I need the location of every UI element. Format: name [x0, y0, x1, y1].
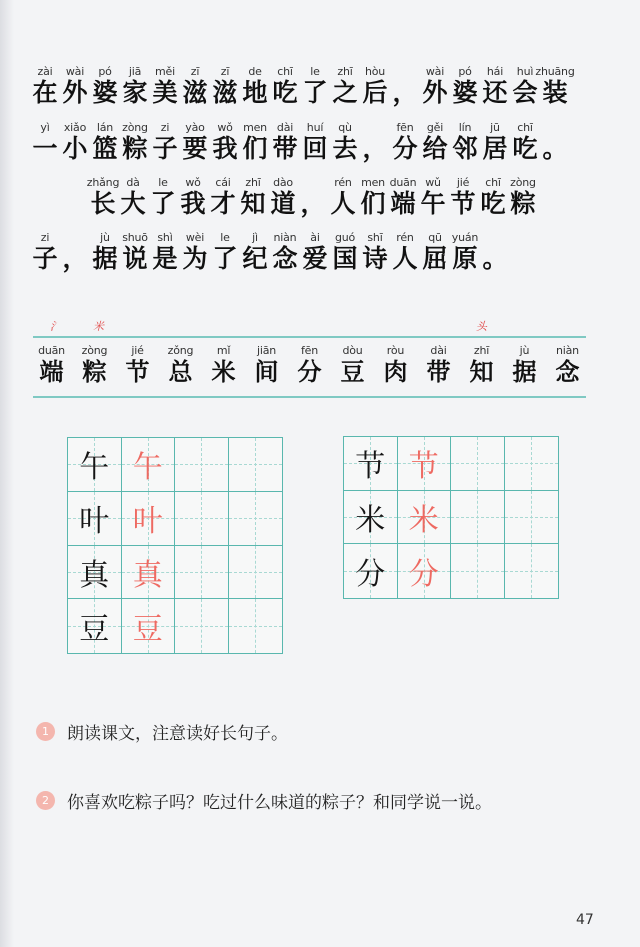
hanzi: 美: [152, 78, 178, 107]
pinyin: fēn: [396, 121, 414, 134]
hanzi: 总: [168, 357, 193, 386]
hanzi: 吃: [272, 78, 298, 107]
word-list-item: [159, 343, 202, 386]
task-2: [36, 788, 492, 813]
pinyin: jiān: [256, 344, 277, 357]
hanzi: 屈: [422, 244, 448, 273]
writing-cell: [505, 544, 559, 598]
ruby-character: [120, 64, 150, 107]
ruby-character: [420, 230, 450, 273]
pinyin: rén: [396, 231, 414, 244]
ruby-character: [450, 230, 480, 273]
hanzi: 。: [542, 134, 568, 163]
ruby-character: [330, 120, 360, 163]
hanzi: 吃: [512, 134, 538, 163]
trace-character: 午: [132, 450, 163, 486]
ruby-character: [150, 64, 180, 107]
hanzi: 外: [62, 78, 88, 107]
ruby-character: [450, 64, 480, 107]
pinyin: ròu: [386, 344, 405, 357]
trace-character: 叶: [132, 504, 163, 540]
word-list: [30, 343, 589, 386]
ruby-character: [480, 120, 510, 163]
hanzi: 据: [512, 357, 537, 386]
writing-cell: [68, 492, 122, 546]
hanzi: 居: [482, 134, 508, 163]
hanzi: 知: [240, 189, 266, 218]
pinyin: shuō: [122, 231, 148, 244]
pinyin: jié: [131, 344, 144, 357]
hanzi: 分: [297, 357, 322, 386]
writing-cell: [451, 491, 505, 545]
text-line-2: [30, 120, 570, 163]
pinyin: gěi: [426, 121, 444, 134]
ruby-character: [60, 120, 90, 163]
pinyin: hái: [486, 65, 504, 78]
ruby-character: [360, 230, 390, 273]
ruby-character: [208, 175, 238, 218]
punctuation: [390, 64, 420, 107]
pinyin: dà: [126, 176, 140, 189]
pinyin: jū: [490, 121, 500, 134]
pinyin: dài: [276, 121, 294, 134]
pinyin: wài: [65, 65, 85, 78]
pinyin: zī: [220, 65, 230, 78]
hanzi: 还: [482, 78, 508, 107]
ruby-character: [120, 120, 150, 163]
hanzi: 粽: [82, 357, 107, 386]
writing-cell: [175, 438, 229, 492]
task-number-badge: 1: [36, 722, 55, 741]
model-character: 分: [355, 557, 386, 593]
pinyin: zòng: [122, 121, 148, 134]
pinyin: huí: [306, 121, 324, 134]
hanzi: 们: [360, 189, 386, 218]
pinyin: jiā: [128, 65, 142, 78]
text-line-4: [30, 230, 510, 273]
hanzi: 道: [270, 189, 296, 218]
pinyin: shì: [157, 231, 173, 244]
ruby-character: [150, 120, 180, 163]
hanzi: 带: [272, 134, 298, 163]
hanzi: 之: [332, 78, 358, 107]
hanzi: 子: [152, 134, 178, 163]
pinyin: dòu: [342, 344, 363, 357]
trace-character: 米: [408, 502, 439, 538]
hanzi: 大: [120, 189, 146, 218]
pinyin: duān: [38, 344, 65, 357]
hanzi: 粽: [122, 134, 148, 163]
hanzi: 小: [62, 134, 88, 163]
pinyin: měi: [155, 65, 175, 78]
writing-cell: [344, 437, 398, 491]
hanzi: 念: [555, 357, 580, 386]
pinyin: lín: [458, 121, 472, 134]
page-number: 47: [576, 912, 594, 928]
ruby-character: [330, 230, 360, 273]
ruby-character: [118, 175, 148, 218]
hanzi: 是: [152, 244, 178, 273]
writing-cell: [68, 599, 122, 653]
pinyin: wǒ: [217, 121, 233, 134]
pinyin: le: [158, 176, 168, 189]
hanzi: 说: [122, 244, 148, 273]
punctuation: [298, 175, 328, 218]
ruby-character: [90, 64, 120, 107]
ruby-character: [450, 120, 480, 163]
writing-grid-right: [343, 436, 559, 599]
ruby-character: [60, 64, 90, 107]
ruby-character: [30, 64, 60, 107]
ruby-character: [240, 64, 270, 107]
hanzi: 人: [330, 189, 356, 218]
word-list-item: [503, 343, 546, 386]
punctuation: [60, 230, 90, 273]
model-character: 午: [79, 450, 110, 486]
pinyin: wǒ: [185, 176, 201, 189]
word-list-item: [73, 343, 116, 386]
writing-cell: [344, 491, 398, 545]
pinyin: zī: [190, 65, 200, 78]
text-line-3: [88, 175, 538, 218]
trace-character: 真: [132, 557, 163, 593]
hanzi: ，: [300, 189, 326, 218]
pinyin: yào: [185, 121, 205, 134]
pinyin: chī: [485, 176, 501, 189]
writing-cell: [229, 599, 283, 653]
word-list-item: [245, 343, 288, 386]
writing-cell: [344, 544, 398, 598]
ruby-character: [240, 230, 270, 273]
ruby-character: [448, 175, 478, 218]
word-list-item: [374, 343, 417, 386]
hanzi: 邻: [452, 134, 478, 163]
hanzi: 粽: [510, 189, 536, 218]
pinyin: jù: [519, 344, 530, 357]
pinyin: qū: [428, 231, 442, 244]
writing-cell: [398, 544, 452, 598]
task-number-badge: 2: [36, 791, 55, 810]
hanzi: 原: [452, 244, 478, 273]
hanzi: 为: [182, 244, 208, 273]
ruby-character: [210, 230, 240, 273]
ruby-character: [478, 175, 508, 218]
pinyin: pó: [458, 65, 472, 78]
ruby-character: [120, 230, 150, 273]
hanzi: 婆: [452, 78, 478, 107]
pinyin: jié: [456, 176, 470, 189]
hanzi: 了: [150, 189, 176, 218]
stroke-hint-mark: 米: [93, 320, 104, 333]
ruby-character: [328, 175, 358, 218]
hanzi: 。: [482, 244, 508, 273]
pinyin: ài: [310, 231, 320, 244]
ruby-character: [148, 175, 178, 218]
hanzi: ，: [62, 244, 88, 273]
hanzi: 了: [302, 78, 328, 107]
ruby-character: [358, 175, 388, 218]
writing-cell: [122, 438, 176, 492]
pinyin: lán: [96, 121, 114, 134]
trace-character: 分: [408, 557, 439, 593]
writing-grid-left: [67, 437, 283, 654]
writing-cell: [175, 546, 229, 600]
writing-cell: [451, 544, 505, 598]
hanzi: 篮: [92, 134, 118, 163]
pinyin: niàn: [273, 231, 297, 244]
hanzi: 诗: [362, 244, 388, 273]
page-gutter-shadow: [0, 0, 14, 947]
pinyin: le: [310, 65, 320, 78]
writing-cell: [175, 492, 229, 546]
pinyin: qù: [338, 121, 352, 134]
hanzi: 长: [90, 189, 116, 218]
hanzi: 我: [180, 189, 206, 218]
word-list-item: [288, 343, 331, 386]
hanzi: 知: [469, 357, 494, 386]
writing-cell: [122, 492, 176, 546]
task-text: 朗读课文，注意读好长句子。: [67, 724, 288, 744]
hanzi: 地: [242, 78, 268, 107]
hanzi: 端: [39, 357, 64, 386]
punctuation: [480, 230, 510, 273]
pinyin: cái: [215, 176, 231, 189]
pinyin: de: [248, 65, 262, 78]
pinyin: wǔ: [425, 176, 441, 189]
pinyin: jì: [252, 231, 258, 244]
task-text: 你喜欢吃粽子吗？吃过什么味道的粽子？和同学说一说。: [67, 793, 492, 813]
pinyin: hòu: [364, 65, 386, 78]
hanzi: 带: [426, 357, 451, 386]
hanzi: 节: [450, 189, 476, 218]
hanzi: 子: [32, 244, 58, 273]
ruby-character: [510, 120, 540, 163]
ruby-character: [90, 230, 120, 273]
pinyin: mǐ: [216, 344, 231, 357]
stroke-hint-mark: 氵: [50, 320, 61, 333]
pinyin: rén: [334, 176, 352, 189]
pinyin: zhī: [245, 176, 261, 189]
ruby-character: [90, 120, 120, 163]
hanzi: 滋: [182, 78, 208, 107]
hanzi: 吃: [480, 189, 506, 218]
ruby-character: [508, 175, 538, 218]
ruby-character: [210, 120, 240, 163]
pinyin: duān: [389, 176, 417, 189]
pinyin: chī: [517, 121, 533, 134]
pinyin: zhī: [473, 344, 490, 357]
model-character: 米: [355, 502, 386, 538]
model-character: 真: [79, 557, 110, 593]
ruby-character: [300, 230, 330, 273]
ruby-character: [178, 175, 208, 218]
hanzi: 念: [272, 244, 298, 273]
hanzi: 家: [122, 78, 148, 107]
writing-cell: [451, 437, 505, 491]
hanzi: 肉: [383, 357, 408, 386]
ruby-character: [535, 64, 575, 107]
hanzi: 才: [210, 189, 236, 218]
pinyin: pó: [98, 65, 112, 78]
writing-cell: [229, 438, 283, 492]
ruby-character: [300, 120, 330, 163]
hanzi: 豆: [340, 357, 365, 386]
writing-cell: [68, 546, 122, 600]
ruby-character: [390, 120, 420, 163]
hanzi: 会: [512, 78, 538, 107]
model-character: 豆: [79, 612, 110, 648]
hanzi: 节: [125, 357, 150, 386]
ruby-character: [238, 175, 268, 218]
pinyin: zi: [40, 231, 50, 244]
hanzi: 米: [211, 357, 236, 386]
writing-cell: [122, 546, 176, 600]
task-1: [36, 719, 288, 744]
ruby-character: [240, 120, 270, 163]
hanzi: 要: [182, 134, 208, 163]
hanzi: 在: [32, 78, 58, 107]
hanzi: 据: [92, 244, 118, 273]
ruby-character: [418, 175, 448, 218]
ruby-character: [330, 64, 360, 107]
writing-cell: [229, 546, 283, 600]
pinyin: zhuāng: [535, 65, 575, 78]
hanzi: 了: [212, 244, 238, 273]
pinyin: huì: [516, 65, 534, 78]
ruby-character: [420, 120, 450, 163]
pinyin: zi: [160, 121, 170, 134]
ruby-character: [30, 120, 60, 163]
ruby-character: [270, 230, 300, 273]
pinyin: yì: [40, 121, 50, 134]
pinyin: yuán: [451, 231, 479, 244]
hanzi: ，: [392, 78, 418, 107]
ruby-character: [420, 64, 450, 107]
ruby-character: [270, 64, 300, 107]
writing-cell: [229, 492, 283, 546]
stroke-hint-mark: 头: [476, 320, 487, 333]
ruby-character: [180, 64, 210, 107]
word-list-item: [331, 343, 374, 386]
hanzi: 去: [332, 134, 358, 163]
hanzi: 纪: [242, 244, 268, 273]
ruby-character: [180, 120, 210, 163]
pinyin: men: [361, 176, 385, 189]
ruby-character: [210, 64, 240, 107]
ruby-character: [390, 230, 420, 273]
hanzi: 给: [422, 134, 448, 163]
pinyin: le: [220, 231, 230, 244]
ruby-character: [150, 230, 180, 273]
ruby-character: [268, 175, 298, 218]
hanzi: 们: [242, 134, 268, 163]
pinyin: wài: [425, 65, 445, 78]
pinyin: niàn: [556, 344, 579, 357]
pinyin: zòng: [81, 344, 108, 357]
ruby-character: [180, 230, 210, 273]
pinyin: zhǎng: [86, 176, 120, 189]
pinyin: fēn: [300, 344, 318, 357]
writing-cell: [175, 599, 229, 653]
ruby-character: [30, 230, 60, 273]
hanzi: ，: [362, 134, 388, 163]
hanzi: 我: [212, 134, 238, 163]
word-list-item: [116, 343, 159, 386]
pinyin: shī: [367, 231, 383, 244]
hanzi: 滋: [212, 78, 238, 107]
trace-character: 豆: [132, 612, 163, 648]
pinyin: wèi: [185, 231, 205, 244]
ruby-character: [270, 120, 300, 163]
pinyin: guó: [334, 231, 356, 244]
word-list-item: [30, 343, 73, 386]
pinyin: chī: [277, 65, 293, 78]
ruby-character: [300, 64, 330, 107]
writing-cell: [398, 437, 452, 491]
word-list-item: [546, 343, 589, 386]
word-list-item: [417, 343, 460, 386]
punctuation: [360, 120, 390, 163]
punctuation: [540, 120, 570, 163]
hanzi: 间: [254, 357, 279, 386]
hanzi: 午: [420, 189, 446, 218]
ruby-character: [480, 64, 510, 107]
trace-character: 节: [408, 449, 439, 485]
hanzi: 装: [542, 78, 568, 107]
pinyin: dào: [273, 176, 293, 189]
pinyin: jù: [100, 231, 110, 244]
pinyin: xiǎo: [63, 121, 87, 134]
writing-cell: [398, 491, 452, 545]
writing-cell: [505, 491, 559, 545]
model-character: 叶: [79, 504, 110, 540]
model-character: 节: [355, 449, 386, 485]
pinyin: zài: [37, 65, 53, 78]
ruby-character: [360, 64, 390, 107]
hanzi: 后: [362, 78, 388, 107]
ruby-character: [388, 175, 418, 218]
pinyin: zòng: [510, 176, 536, 189]
hanzi: 婆: [92, 78, 118, 107]
text-line-1: [30, 64, 575, 107]
writing-cell: [505, 437, 559, 491]
hanzi: 回: [302, 134, 328, 163]
hanzi: 分: [392, 134, 418, 163]
pinyin: zhī: [337, 65, 353, 78]
hanzi: 爱: [302, 244, 328, 273]
hanzi: 人: [392, 244, 418, 273]
hanzi: 国: [332, 244, 358, 273]
word-list-item: [202, 343, 245, 386]
writing-cell: [68, 438, 122, 492]
hanzi: 外: [422, 78, 448, 107]
ruby-character: [88, 175, 118, 218]
writing-cell: [122, 599, 176, 653]
hanzi: 端: [390, 189, 416, 218]
pinyin: men: [243, 121, 267, 134]
hanzi: 一: [32, 134, 58, 163]
pinyin: zǒng: [167, 344, 194, 357]
pinyin: dài: [430, 344, 447, 357]
word-list-item: [460, 343, 503, 386]
